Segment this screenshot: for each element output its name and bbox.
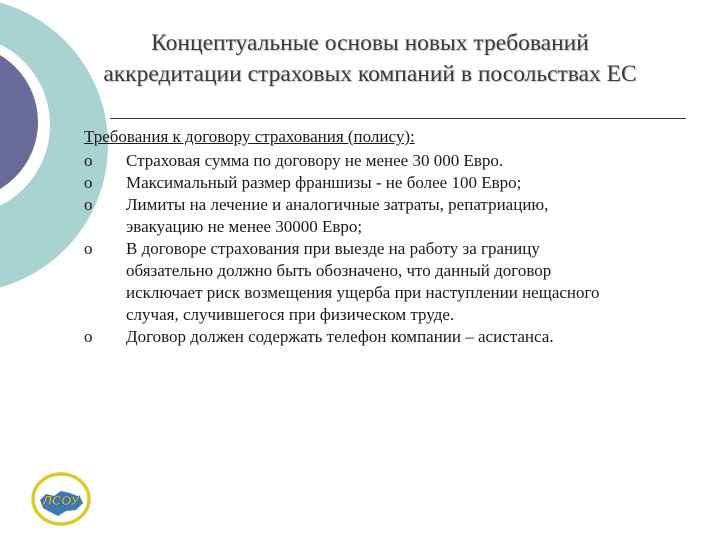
title-divider — [110, 118, 686, 119]
bullet-icon: o — [84, 173, 93, 192]
list-item — [84, 238, 704, 326]
list-item — [84, 326, 704, 348]
bullet-icon: o — [84, 151, 93, 170]
slide-title — [40, 28, 700, 90]
list-item — [84, 150, 704, 172]
list-heading: Требования к договору страхования (полису): — [84, 127, 415, 146]
title-line-1: Концептуальные основы новых требований — [151, 30, 589, 56]
bullet-icon: o — [84, 195, 93, 214]
list-item-text: Максимальный размер франшизы - не более 100 Евро; — [126, 173, 522, 192]
logo-text: ЛСОУ — [42, 493, 80, 508]
list-item-text: Лимиты на лечение и аналогичные затраты, репатриацию, эвакуацию не менее 30000 Евро; — [126, 195, 549, 236]
list-item — [84, 172, 704, 194]
title-line-2: аккредитации страховых компаний в посольствах ЕС — [103, 61, 637, 87]
list-item-text: Страховая сумма по договору не менее 30 000 Евро. — [126, 151, 504, 170]
requirements-list — [84, 126, 704, 348]
bullet-icon: o — [84, 239, 93, 258]
list-item-text: Договор должен содержать телефон компании – асистанса. — [126, 327, 554, 346]
lsou-logo-icon — [28, 470, 94, 528]
list-item-text: В договоре страхования при выезде на работу за границу обязательно должно быть обозначено, что данный договор исключает риск возмещения ущерба при наступлении нещасного случая, случившегося при физическом труде. — [126, 239, 600, 324]
bullet-icon: o — [84, 327, 93, 346]
list-item — [84, 194, 704, 238]
